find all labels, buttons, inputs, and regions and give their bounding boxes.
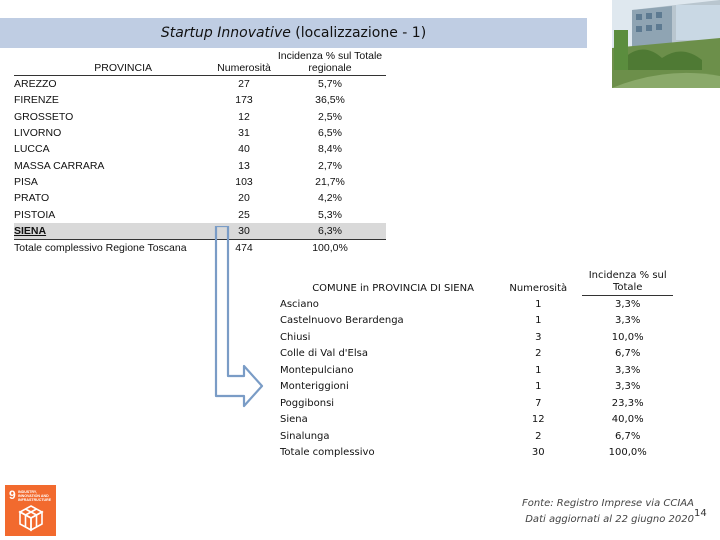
province-row	[14, 109, 386, 125]
province-row	[14, 141, 386, 157]
province-cell-share: 6,5%	[318, 127, 342, 140]
comune-cell-count: 1	[535, 381, 542, 393]
update-line: Dati aggiornati al 22 giugno 2020	[525, 514, 694, 525]
comune-cell-name: Asciano	[280, 298, 319, 310]
comune-cell-name: Colle di Val d'Elsa	[280, 348, 368, 360]
province-row	[14, 76, 386, 93]
province-row	[14, 190, 386, 206]
comune-header: COMUNE in PROVINCIA DI SIENA	[312, 282, 474, 294]
comune-row	[280, 395, 673, 412]
arrow-icon	[200, 226, 280, 471]
province-row	[14, 157, 386, 173]
comune-cell-share: 23,3%	[611, 397, 644, 409]
comune-cell-count: 12	[531, 414, 545, 426]
comune-count-header: Numerosità	[509, 282, 568, 294]
province-cell-share: 4,2%	[318, 192, 342, 205]
comune-cell-count: 1	[535, 298, 542, 310]
comune-cell-share: 6,7%	[614, 430, 641, 442]
province-cell-name: Totale complessivo Regione Toscana	[14, 242, 187, 255]
comune-cell-share: 10,0%	[611, 331, 644, 343]
province-cell-share: 8,4%	[318, 143, 342, 156]
sdg-text: INDUSTRY, INNOVATION AND INFRASTRUCTURE	[18, 490, 52, 503]
province-cell-share: 36,5%	[315, 94, 345, 107]
building-photo	[612, 0, 720, 88]
province-cell-name: LIVORNO	[14, 127, 62, 140]
province-cell-count: 103	[235, 175, 253, 188]
comune-cell-name: Castelnuovo Berardenga	[280, 315, 404, 327]
comune-row	[280, 296, 673, 313]
province-cell-count: 20	[238, 192, 250, 205]
comune-cell-share: 3,3%	[614, 364, 641, 376]
province-cell-name: FIRENZE	[14, 94, 59, 107]
comune-cell-count: 30	[531, 447, 545, 459]
sdg-number: 9	[9, 488, 16, 502]
comune-table	[280, 270, 673, 461]
province-row	[14, 125, 386, 141]
province-cell-share: 6,3%	[274, 223, 386, 240]
comune-share-header: Incidenza % sul Totale	[582, 270, 673, 296]
comune-cell-name: Monteriggioni	[280, 381, 349, 393]
comune-cell-name: Poggibonsi	[280, 397, 335, 409]
province-row	[14, 174, 386, 190]
comune-cell-name: Chiusi	[280, 331, 311, 343]
province-cell-count: 25	[238, 208, 250, 221]
source-note	[522, 496, 694, 528]
province-row	[14, 92, 386, 108]
province-cell-count: 27	[238, 78, 250, 91]
province-cell-name: AREZZO	[14, 78, 57, 91]
comune-cell-count: 7	[535, 397, 542, 409]
province-cell-count: 31	[238, 127, 250, 140]
province-cell-count: 30	[214, 223, 274, 240]
province-cell-count: 173	[235, 94, 253, 107]
province-table-header	[14, 50, 386, 76]
province-cell-count: 12	[238, 110, 250, 123]
province-cell-name: PRATO	[14, 192, 50, 205]
comune-row	[280, 313, 673, 330]
comune-cell-share: 40,0%	[611, 414, 644, 426]
province-cell-share: 2,7%	[318, 159, 342, 172]
sdg-9-logo	[5, 485, 56, 536]
province-cell-count: 474	[235, 242, 253, 255]
comune-cell-name: Totale complessivo	[280, 447, 375, 459]
title-main: Startup Innovative	[160, 25, 291, 41]
province-cell-name: PISTOIA	[14, 208, 56, 221]
count-header: Numerosità	[214, 50, 274, 76]
province-cell-name: LUCCA	[14, 143, 50, 156]
province-cell-name: MASSA CARRARA	[14, 159, 105, 172]
comune-table-header	[280, 270, 673, 296]
comune-row	[280, 329, 673, 346]
title-sub: (localizzazione - 1)	[290, 25, 427, 41]
share-header: Incidenza % sul Totale regionale	[274, 50, 386, 76]
comune-row	[280, 379, 673, 396]
comune-cell-count: 3	[535, 331, 542, 343]
comune-row	[280, 362, 673, 379]
comune-row	[280, 428, 673, 445]
comune-cell-count: 1	[535, 364, 542, 376]
comune-cell-name: Siena	[280, 414, 308, 426]
comune-cell-share: 3,3%	[614, 315, 641, 327]
comune-cell-share: 100,0%	[608, 447, 647, 459]
comune-cell-count: 2	[535, 348, 542, 360]
comune-cell-name: Montepulciano	[280, 364, 354, 376]
comune-row	[280, 346, 673, 363]
comune-row	[280, 412, 673, 429]
comune-cell-count: 2	[535, 430, 542, 442]
slide-title	[0, 18, 587, 48]
cube-icon	[17, 504, 45, 532]
province-cell-name: SIENA	[14, 223, 214, 240]
comune-cell-name: Sinalunga	[280, 430, 330, 442]
comune-row	[280, 445, 673, 462]
province-cell-name: PISA	[14, 175, 38, 188]
comune-cell-share: 3,3%	[614, 298, 641, 310]
province-cell-share: 5,3%	[318, 208, 342, 221]
province-cell-share: 100,0%	[312, 242, 348, 255]
province-cell-share: 2,5%	[318, 110, 342, 123]
page-number: 14	[694, 508, 707, 519]
comune-cell-share: 6,7%	[614, 348, 641, 360]
province-cell-count: 13	[238, 159, 250, 172]
comune-cell-share: 3,3%	[614, 381, 641, 393]
province-row	[14, 206, 386, 222]
province-cell-share: 21,7%	[315, 175, 345, 188]
province-cell-share: 5,7%	[318, 78, 342, 91]
comune-cell-count: 1	[535, 315, 542, 327]
province-cell-count: 40	[238, 143, 250, 156]
source-line: Fonte: Registro Imprese via CCIAA	[521, 498, 694, 509]
province-cell-name: GROSSETO	[14, 110, 74, 123]
province-header: PROVINCIA	[14, 50, 214, 76]
